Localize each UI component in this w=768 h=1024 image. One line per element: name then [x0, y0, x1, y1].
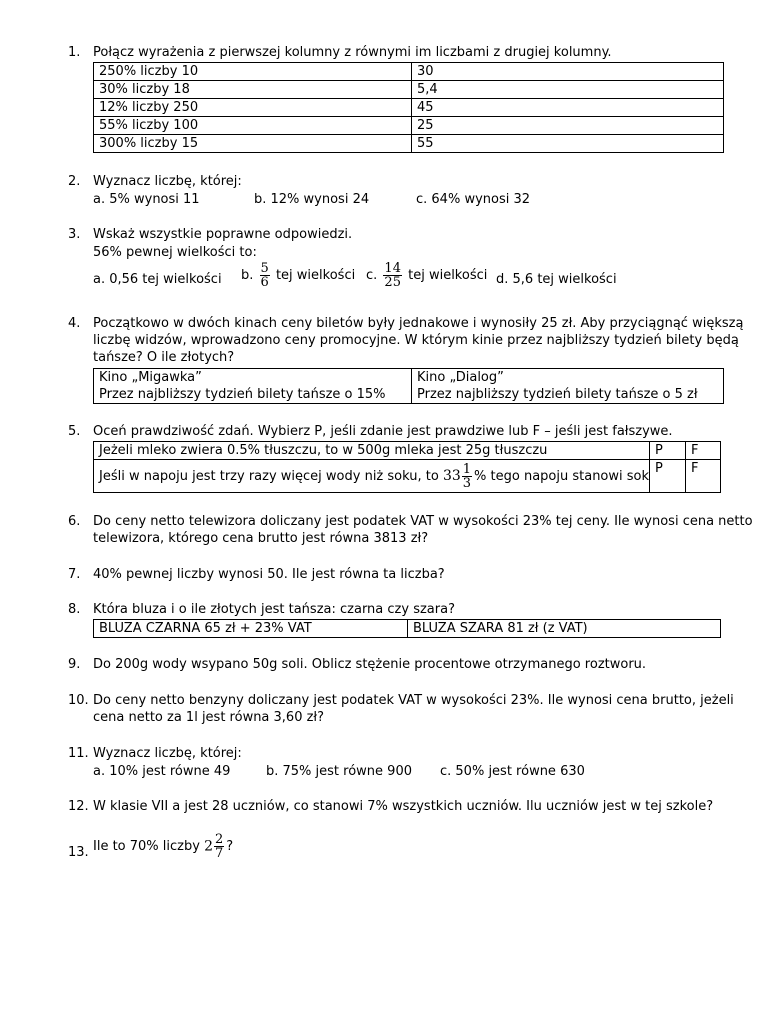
table-row: [94, 63, 724, 81]
q8-number: 8.: [68, 602, 81, 617]
table-row: [94, 81, 724, 99]
q2-number: 2.: [68, 174, 81, 189]
q1-right-cell: 5,4: [412, 81, 724, 99]
table-row: [94, 369, 724, 387]
table-row: [94, 442, 721, 460]
fraction-denominator: 7: [215, 846, 224, 861]
q11-number: 11.: [68, 746, 89, 761]
q3-option-b-label: b.: [241, 268, 254, 283]
q13-prefix: Ile to 70% liczby: [93, 839, 200, 854]
table-row: [94, 620, 721, 638]
q4-line-2: liczbę widzów, wprowadzono ceny promocyjne. W którym kinie przez najbliższy tydzień bilety będą: [93, 333, 739, 348]
q1-right-cell: 45: [412, 99, 724, 117]
q2-text: Wyznacz liczbę, której:: [93, 174, 242, 189]
q8-table: [93, 619, 721, 638]
q1-left-cell: 250% liczby 10: [94, 63, 412, 81]
q3-fraction-c: [383, 262, 402, 289]
q3-text: Wskaż wszystkie poprawne odpowiedzi.: [93, 227, 353, 242]
q11-option-a: a. 10% jest równe 49: [93, 764, 231, 779]
q1-right-cell: 55: [412, 135, 724, 153]
q5-statement-2: [94, 460, 650, 493]
q4-cinema-2-offer: Przez najbliższy tydzień bilety tańsze o 5 zł: [412, 386, 724, 404]
q1-left-cell: 30% liczby 18: [94, 81, 412, 99]
q4-cinema-1-offer: Przez najbliższy tydzień bilety tańsze o 15%: [94, 386, 412, 404]
q3-option-c-label: c.: [366, 268, 378, 283]
q5-text: Oceń prawdziwość zdań. Wybierz P, jeśli zdanie jest prawdziwe lub F – jeśli jest fałszywe.: [93, 424, 673, 439]
q4-number: 4.: [68, 316, 81, 331]
q12-number: 12.: [68, 799, 89, 814]
q2-option-c: c. 64% wynosi 32: [416, 192, 531, 207]
q5-true-option[interactable]: P: [650, 460, 686, 493]
table-row: [94, 99, 724, 117]
q5-table: [93, 441, 721, 493]
q11-text: Wyznacz liczbę, której:: [93, 746, 242, 761]
q3-option-a: a. 0,56 tej wielkości: [93, 272, 222, 287]
q4-line-1: Początkowo w dwóch kinach ceny biletów były jednakowe i wynosiły 25 zł. Aby przyciągnąć większą: [93, 316, 744, 331]
q5-false-option[interactable]: F: [686, 460, 721, 493]
fraction-numerator: 14: [384, 261, 401, 276]
q13-text: [93, 833, 233, 860]
q1-left-cell: 55% liczby 100: [94, 117, 412, 135]
q6-line-1: Do ceny netto telewizora doliczany jest podatek VAT w wysokości 23% tej ceny. Ile wynosi cena netto: [93, 514, 753, 529]
q2-option-b: b. 12% wynosi 24: [254, 192, 370, 207]
q5-mixed-whole: 33: [442, 467, 461, 484]
q13-number: 13.: [68, 845, 89, 860]
q3-fraction-b: [260, 262, 270, 289]
q3-option-b: [241, 262, 355, 289]
fraction-denominator: 6: [260, 275, 269, 290]
q8-text: Która bluza i o ile złotych jest tańsza: czarna czy szara?: [93, 602, 455, 617]
q3-option-b-suffix: tej wielkości: [275, 268, 356, 283]
q4-table: [93, 368, 724, 404]
q3-option-c: [366, 262, 487, 289]
q13-suffix: ?: [226, 839, 234, 854]
q3-option-d: d. 5,6 tej wielkości: [496, 272, 617, 287]
q4-cinema-1-name: Kino „Migawka”: [94, 369, 412, 387]
table-row: [94, 117, 724, 135]
q1-text: Połącz wyrażenia z pierwszej kolumny z równymi im liczbami z drugiej kolumny.: [93, 45, 612, 60]
q8-black-hoodie: BLUZA CZARNA 65 zł + 23% VAT: [94, 620, 408, 638]
q5-fraction: [462, 463, 472, 490]
table-row: [94, 460, 721, 493]
q5-statement-2-suffix: % tego napoju stanowi sok: [474, 468, 650, 484]
q5-true-option[interactable]: P: [650, 442, 686, 460]
q10-line-2: cena netto za 1l jest równa 3,60 zł?: [93, 710, 325, 725]
q1-right-cell: 25: [412, 117, 724, 135]
q4-line-3: tańsze? O ile złotych?: [93, 350, 235, 365]
fraction-denominator: 25: [384, 275, 401, 290]
q12-text: W klasie VII a jest 28 uczniów, co stanowi 7% wszystkich uczniów. Ilu uczniów jest w tej szkole?: [93, 799, 714, 814]
q5-number: 5.: [68, 424, 81, 439]
q10-number: 10.: [68, 693, 89, 708]
q11-option-c: c. 50% jest równe 630: [440, 764, 585, 779]
q4-cinema-2-name: Kino „Dialog”: [412, 369, 724, 387]
fraction-numerator: 5: [260, 261, 269, 276]
q1-number: 1.: [68, 45, 81, 60]
q6-line-2: telewizora, którego cena brutto jest równa 3813 zł?: [93, 531, 429, 546]
table-row: [94, 386, 724, 404]
q5-false-option[interactable]: F: [686, 442, 721, 460]
q1-left-cell: 300% liczby 15: [94, 135, 412, 153]
q5-statement-2-prefix: Jeśli w napoju jest trzy razy więcej wody niż soku, to: [99, 468, 439, 484]
q1-table: [93, 62, 724, 153]
q10-line-1: Do ceny netto benzyny doliczany jest podatek VAT w wysokości 23%. Ile wynosi cena brutto, jeżeli: [93, 693, 734, 708]
q2-option-a: a. 5% wynosi 11: [93, 192, 200, 207]
q1-right-cell: 30: [412, 63, 724, 81]
q3-option-c-suffix: tej wielkości: [408, 268, 488, 283]
q3-number: 3.: [68, 227, 81, 242]
q9-text: Do 200g wody wsypano 50g soli. Oblicz stężenie procentowe otrzymanego roztworu.: [93, 657, 647, 672]
q5-statement-1: Jeżeli mleko zwiera 0.5% tłuszczu, to w 500g mleka jest 25g tłuszczu: [94, 442, 650, 460]
q7-text: 40% pewnej liczby wynosi 50. Ile jest równa ta liczba?: [93, 567, 445, 582]
q3-text-2: 56% pewnej wielkości to:: [93, 245, 257, 260]
fraction-numerator: 2: [215, 832, 224, 847]
table-row: [94, 135, 724, 153]
q11-option-b: b. 75% jest równe 900: [266, 764, 412, 779]
q8-grey-hoodie: BLUZA SZARA 81 zł (z VAT): [408, 620, 721, 638]
q7-number: 7.: [68, 567, 81, 582]
fraction-numerator: 1: [462, 461, 472, 477]
q9-number: 9.: [68, 657, 81, 672]
fraction-denominator: 3: [462, 475, 472, 491]
q1-left-cell: 12% liczby 250: [94, 99, 412, 117]
q6-number: 6.: [68, 514, 81, 529]
q13-mixed-whole: 2: [204, 838, 213, 855]
q13-fraction: [214, 833, 224, 860]
